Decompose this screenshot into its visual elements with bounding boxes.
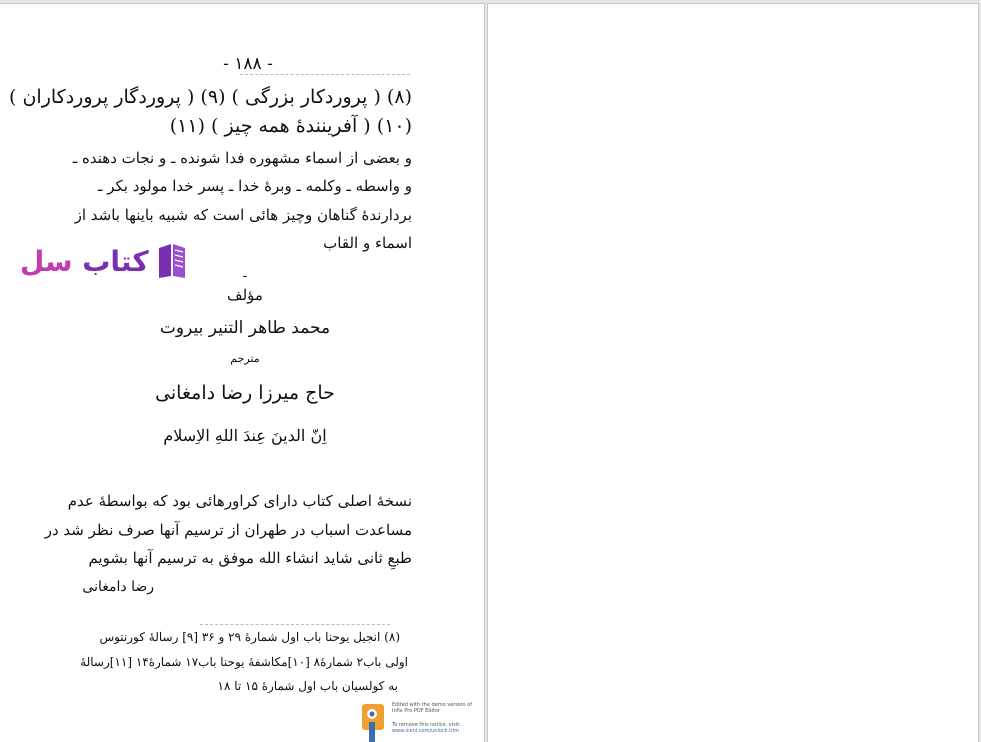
note-line: طبعِ ثانی شاید انشاء الله موفق به ترسیم آنها بشویم [88, 549, 412, 567]
infix-line-1: Edited with the demo version of [392, 702, 473, 708]
footnote-line: اولی باب۲ شمارهٔ۸ [۱۰]مکاشفهٔ یوحنا باب۱۷ شمارهٔ۱۴ [۱۱]رسالهٔ [80, 655, 408, 669]
page-right [488, 4, 978, 742]
note-line: مساعدت اسباب در طهران از ترسیم آنها صرف نظر شد در [44, 521, 412, 539]
separator-mark: ـ [243, 266, 247, 280]
infix-line-2: Infix Pro PDF Editor [392, 708, 440, 714]
note-line: نسخهٔ اصلی کتاب دارای کراورهائی بود که بواسطهٔ عدم [67, 492, 412, 510]
text-line: (۱۰) ( آفرینندهٔ همه چیز ) (۱۱) [169, 115, 412, 137]
translator-label: مترجم [230, 352, 260, 365]
signature: رضا دامغانی [82, 579, 154, 595]
infix-notice-text [392, 702, 482, 734]
paragraph-line: و بعضی از اسماء مشهوره فدا شونده ـ و نجات دهنده ـ [72, 149, 412, 167]
footnote-line: (۸) انجیل یوحنا باب اول شمارهٔ ۲۹ و ۳۶ [۹] رسالهٔ کورنتوس [99, 630, 400, 644]
author-label: مؤلف [227, 286, 263, 304]
infix-logo-icon [360, 702, 388, 742]
header-rule [240, 74, 410, 76]
page-left [0, 4, 484, 742]
translator-name: حاج میرزا رضا دامغانی [155, 382, 335, 404]
footnote-line: به کولسیان باب اول شمارهٔ ۱۵ تا ۱۸ [217, 679, 398, 693]
watermark-brand-sub: سل [20, 244, 73, 278]
verse-line: اِنّ الدینَ عِندَ اللهِ الاِسلام [163, 426, 327, 445]
author-name: محمد طاهر التنیر بیروت [159, 318, 331, 338]
paragraph-line: و واسطه ـ وکلمه ـ وبرهٔ خدا ـ پسر خدا مولود بکر ـ [98, 177, 412, 195]
watermark-brand-main: کتاب [82, 244, 149, 278]
infix-unlock-link[interactable]: www.iceni.com/unlock.htm [392, 728, 460, 734]
paragraph-line: بردارندهٔ گناهان وچیز هائی است که شبیه باینها باشد از [74, 206, 412, 224]
paragraph-line: اسماء و القاب [323, 234, 412, 252]
infix-line-3: To remove this notice, visit: [392, 722, 461, 728]
page-number: - ۱۸۸ - [223, 54, 273, 74]
footnote-rule [200, 624, 390, 626]
infix-demo-notice [360, 702, 482, 742]
text-line: (۸) ( پروردکار بزرگی ) (۹) ( پروردگار پروردکاران ) [9, 86, 412, 108]
